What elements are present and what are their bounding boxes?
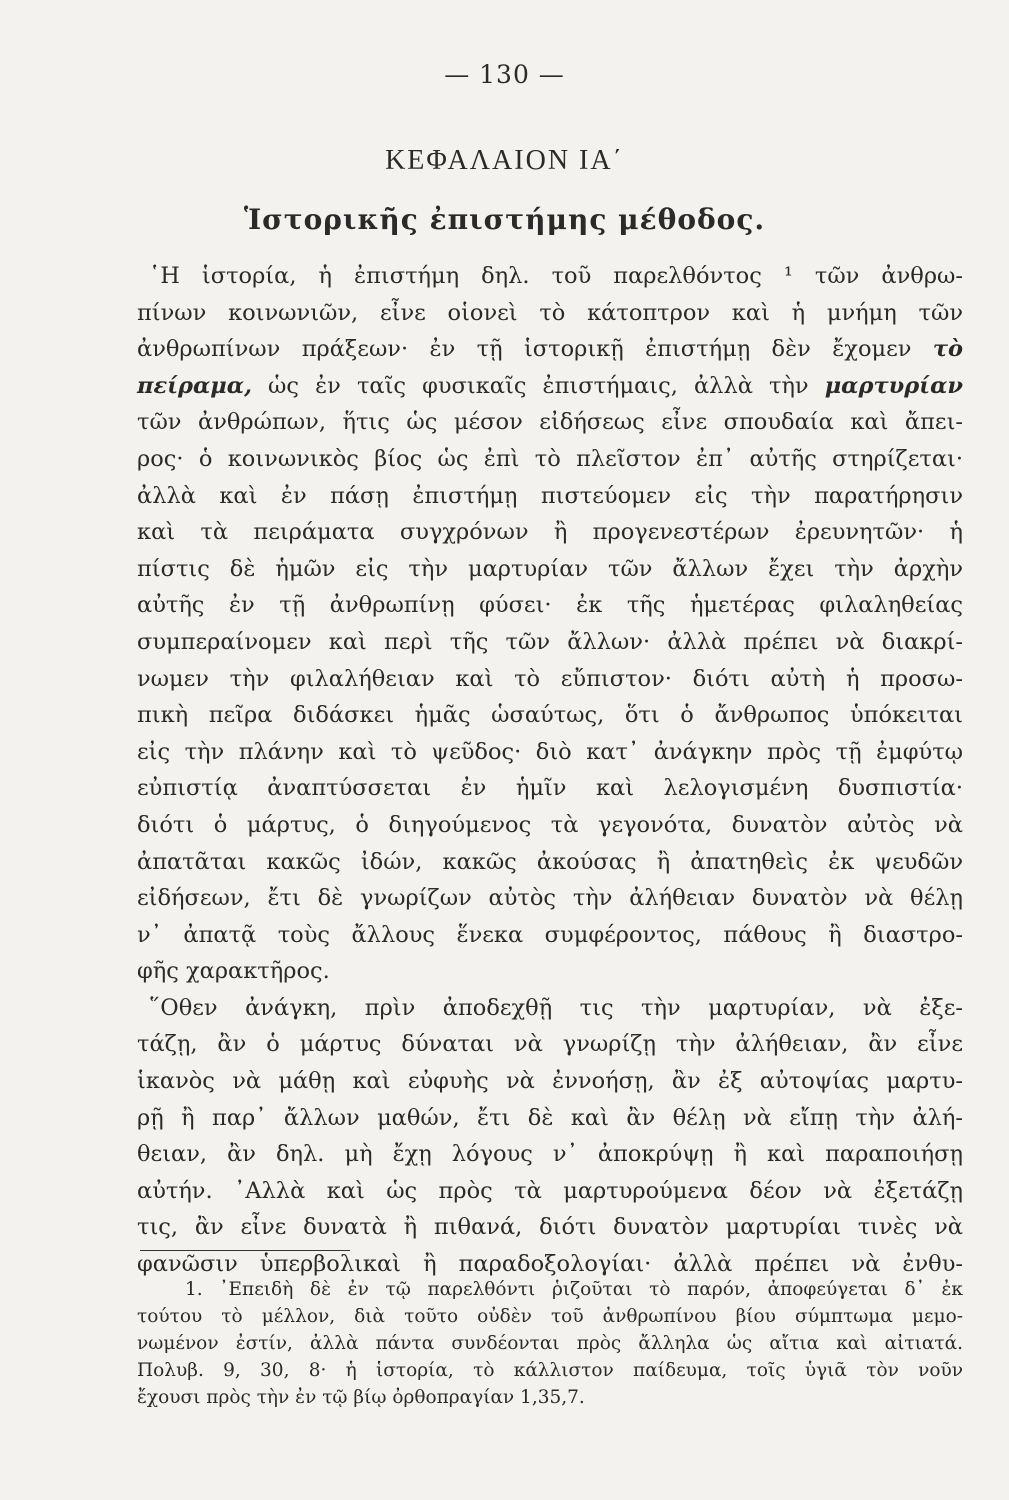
text-line: τῶν ἀνθρώπων, ἥτις ὡς μέσον εἰδήσεως εἶνε σπουδαία καὶ ἄπει- [137, 409, 963, 436]
text-line: ἀλλὰ καὶ ἐν πάσῃ ἐπιστήμῃ πιστεύομεν εἰς τὴν παρατήρησιν [137, 482, 963, 509]
text-line: ρος· ὁ κοινωνικὸς βίος ὡς ἐπὶ τὸ πλεῖστον ἐπ᾽ αὐτῆς στηρίζεται· [137, 445, 963, 472]
text-line: ῾Η ἱστορία, ἡ ἐπιστήμη δηλ. τοῦ παρελθόντος ¹ τῶν ἀνθρω- [149, 263, 963, 289]
text-line: αὐτῆς ἐν τῇ ἀνθρωπίνῃ φύσει· ἐκ τῆς ἡμετέρας φιλαληθείας [137, 592, 963, 619]
footnote-line: ἔχουσι πρὸς τὴν ἐν τῷ βίῳ ὀρθοπραγίαν 1,35,7. [137, 1387, 585, 1408]
footnote-line: Πολυβ. 9, 30, 8· ἡ ἱστορία, τὸ κάλλιστον παίδευμα, τοῖς ὑγιᾶ τὸν νοῦν [137, 1360, 963, 1381]
page-number: — 130 — [444, 60, 565, 89]
text-line: αὐτήν. ᾿Αλλὰ καὶ ὡς πρὸς τὰ μαρτυρούμενα δέον νὰ ἐξετάζῃ [137, 1177, 963, 1204]
text-line: ῞Οθεν ἀνάγκη, πρὶν ἀποδεχθῇ τις τὴν μαρτυρίαν, νὰ ἐξε- [149, 994, 963, 1021]
text-line: εἰς τὴν πλάνην καὶ τὸ ψεῦδος· διὸ κατ᾽ ἀνάγκην πρὸς τῇ ἐμφύτῳ [137, 738, 963, 765]
text-line: ν᾽ ἀπατᾷ τοὺς ἄλλους ἕνεκα συμφέροντος, πάθους ἢ διαστρο- [137, 921, 963, 948]
text-line: εὐπιστίᾳ ἀναπτύσσεται ἐν ἡμῖν καὶ λελογισμένη δυσπιστία· [137, 775, 963, 802]
text-line: καὶ τὰ πειράματα συγχρόνων ἢ προγενεστέρων ἐρευνητῶν· ἡ [137, 519, 963, 546]
text-line: τις, ἂν εἶνε δυνατὰ ἢ πιθανά, διότι δυνατὸν μαρτυρίαι τινὲς νὰ [137, 1214, 963, 1241]
footnote-line: τούτου τὸ μέλλον, διὰ τοῦτο οὐδὲν τοῦ ἀνθρωπίνου βίου σύμπτωμα μεμο- [137, 1306, 963, 1327]
text-line: ἀπατᾶται κακῶς ἰδών, κακῶς ἀκούσας ἢ ἀπατηθεὶς ἐκ ψευδῶν [137, 848, 963, 875]
text-line: φῆς χαρακτῆρος. [137, 958, 330, 985]
text-line: θειαν, ἂν δηλ. μὴ ἔχῃ λόγους ν᾽ ἀποκρύψῃ ἢ καὶ παραποιήσῃ [137, 1141, 963, 1168]
text-line: πείραμα, ὡς ἐν ταῖς φυσικαῖς ἐπιστήμαις, ἀλλὰ τὴν μαρτυρίαν [137, 372, 963, 399]
text-line: διότι ὁ μάρτυς, ὁ διηγούμενος τὰ γεγονότα, δυνατὸν αὐτὸς νὰ [137, 811, 963, 838]
text-line: συμπεραίνομεν καὶ περὶ τῆς τῶν ἄλλων· ἀλλὰ πρέπει νὰ διακρί- [137, 628, 963, 655]
chapter-title: ΚΕΦΑΛΑΙΟΝ ΙΑ΄ [385, 145, 624, 176]
text-line: εἰδήσεων, ἔτι δὲ γνωρίζων αὐτὸς τὴν ἀλήθειαν δυνατὸν νὰ θέλῃ [137, 885, 963, 912]
text-line: πικὴ πεῖρα διδάσκει ἡμᾶς ὡσαύτως, ὅτι ὁ ἄνθρωπος ὑπόκειται [137, 702, 963, 729]
text-line: τάζῃ, ἂν ὁ μάρτυς δύναται νὰ γνωρίζῃ τὴν ἀλήθειαν, ἂν εἶνε [137, 1031, 963, 1058]
text-line: πίστις δὲ ἡμῶν εἰς τὴν μαρτυρίαν τῶν ἄλλων ἔχει τὴν ἀρχὴν [137, 555, 963, 582]
chapter-subtitle: Ἱστορικῆς ἐπιστήμης μέθοδος. [243, 203, 766, 236]
footnote-line: νωμένον ἐστίν, ἀλλὰ πάντα συνδέονται πρὸς ἄλληλα ὡς αἴτια καὶ αἰτιατά. [137, 1333, 963, 1354]
text-line: φανῶσιν ὑπερβολικαὶ ἢ παραδοξολογίαι· ἀλλὰ πρέπει νὰ ἐνθυ- [137, 1251, 963, 1278]
footnote-line: 1. ᾿Επειδὴ δὲ ἐν τῷ παρελθόντι ῥιζοῦται τὸ παρόν, ἀποφεύγεται δ᾽ ἐκ [185, 1279, 963, 1300]
text-line: πίνων κοινωνιῶν, εἶνε οἱονεὶ τὸ κάτοπτρον καὶ ἡ μνήμη τῶν [137, 299, 963, 326]
footnotes [137, 1276, 963, 1411]
text-line: ρῇ ἢ παρ᾽ ἄλλων μαθών, ἔτι δὲ καὶ ἂν θέλῃ νὰ εἴπῃ τὴν ἀλή- [137, 1104, 963, 1131]
footnote-divider [140, 1250, 350, 1251]
text-line: νωμεν τὴν φιλαλήθειαν καὶ τὸ εὔπιστον· διότι αὐτὴ ἡ προσω- [137, 665, 963, 692]
text-line: ἀνθρωπίνων πράξεων· ἐν τῇ ἱστορικῇ ἐπιστήμῃ δὲν ἔχομεν τὸ [137, 336, 963, 363]
body-text [137, 258, 963, 1283]
text-line: ἱκανὸς νὰ μάθῃ καὶ εὐφυὴς νὰ ἐννοήσῃ, ἂν ἐξ αὐτοψίας μαρτυ- [137, 1068, 963, 1095]
